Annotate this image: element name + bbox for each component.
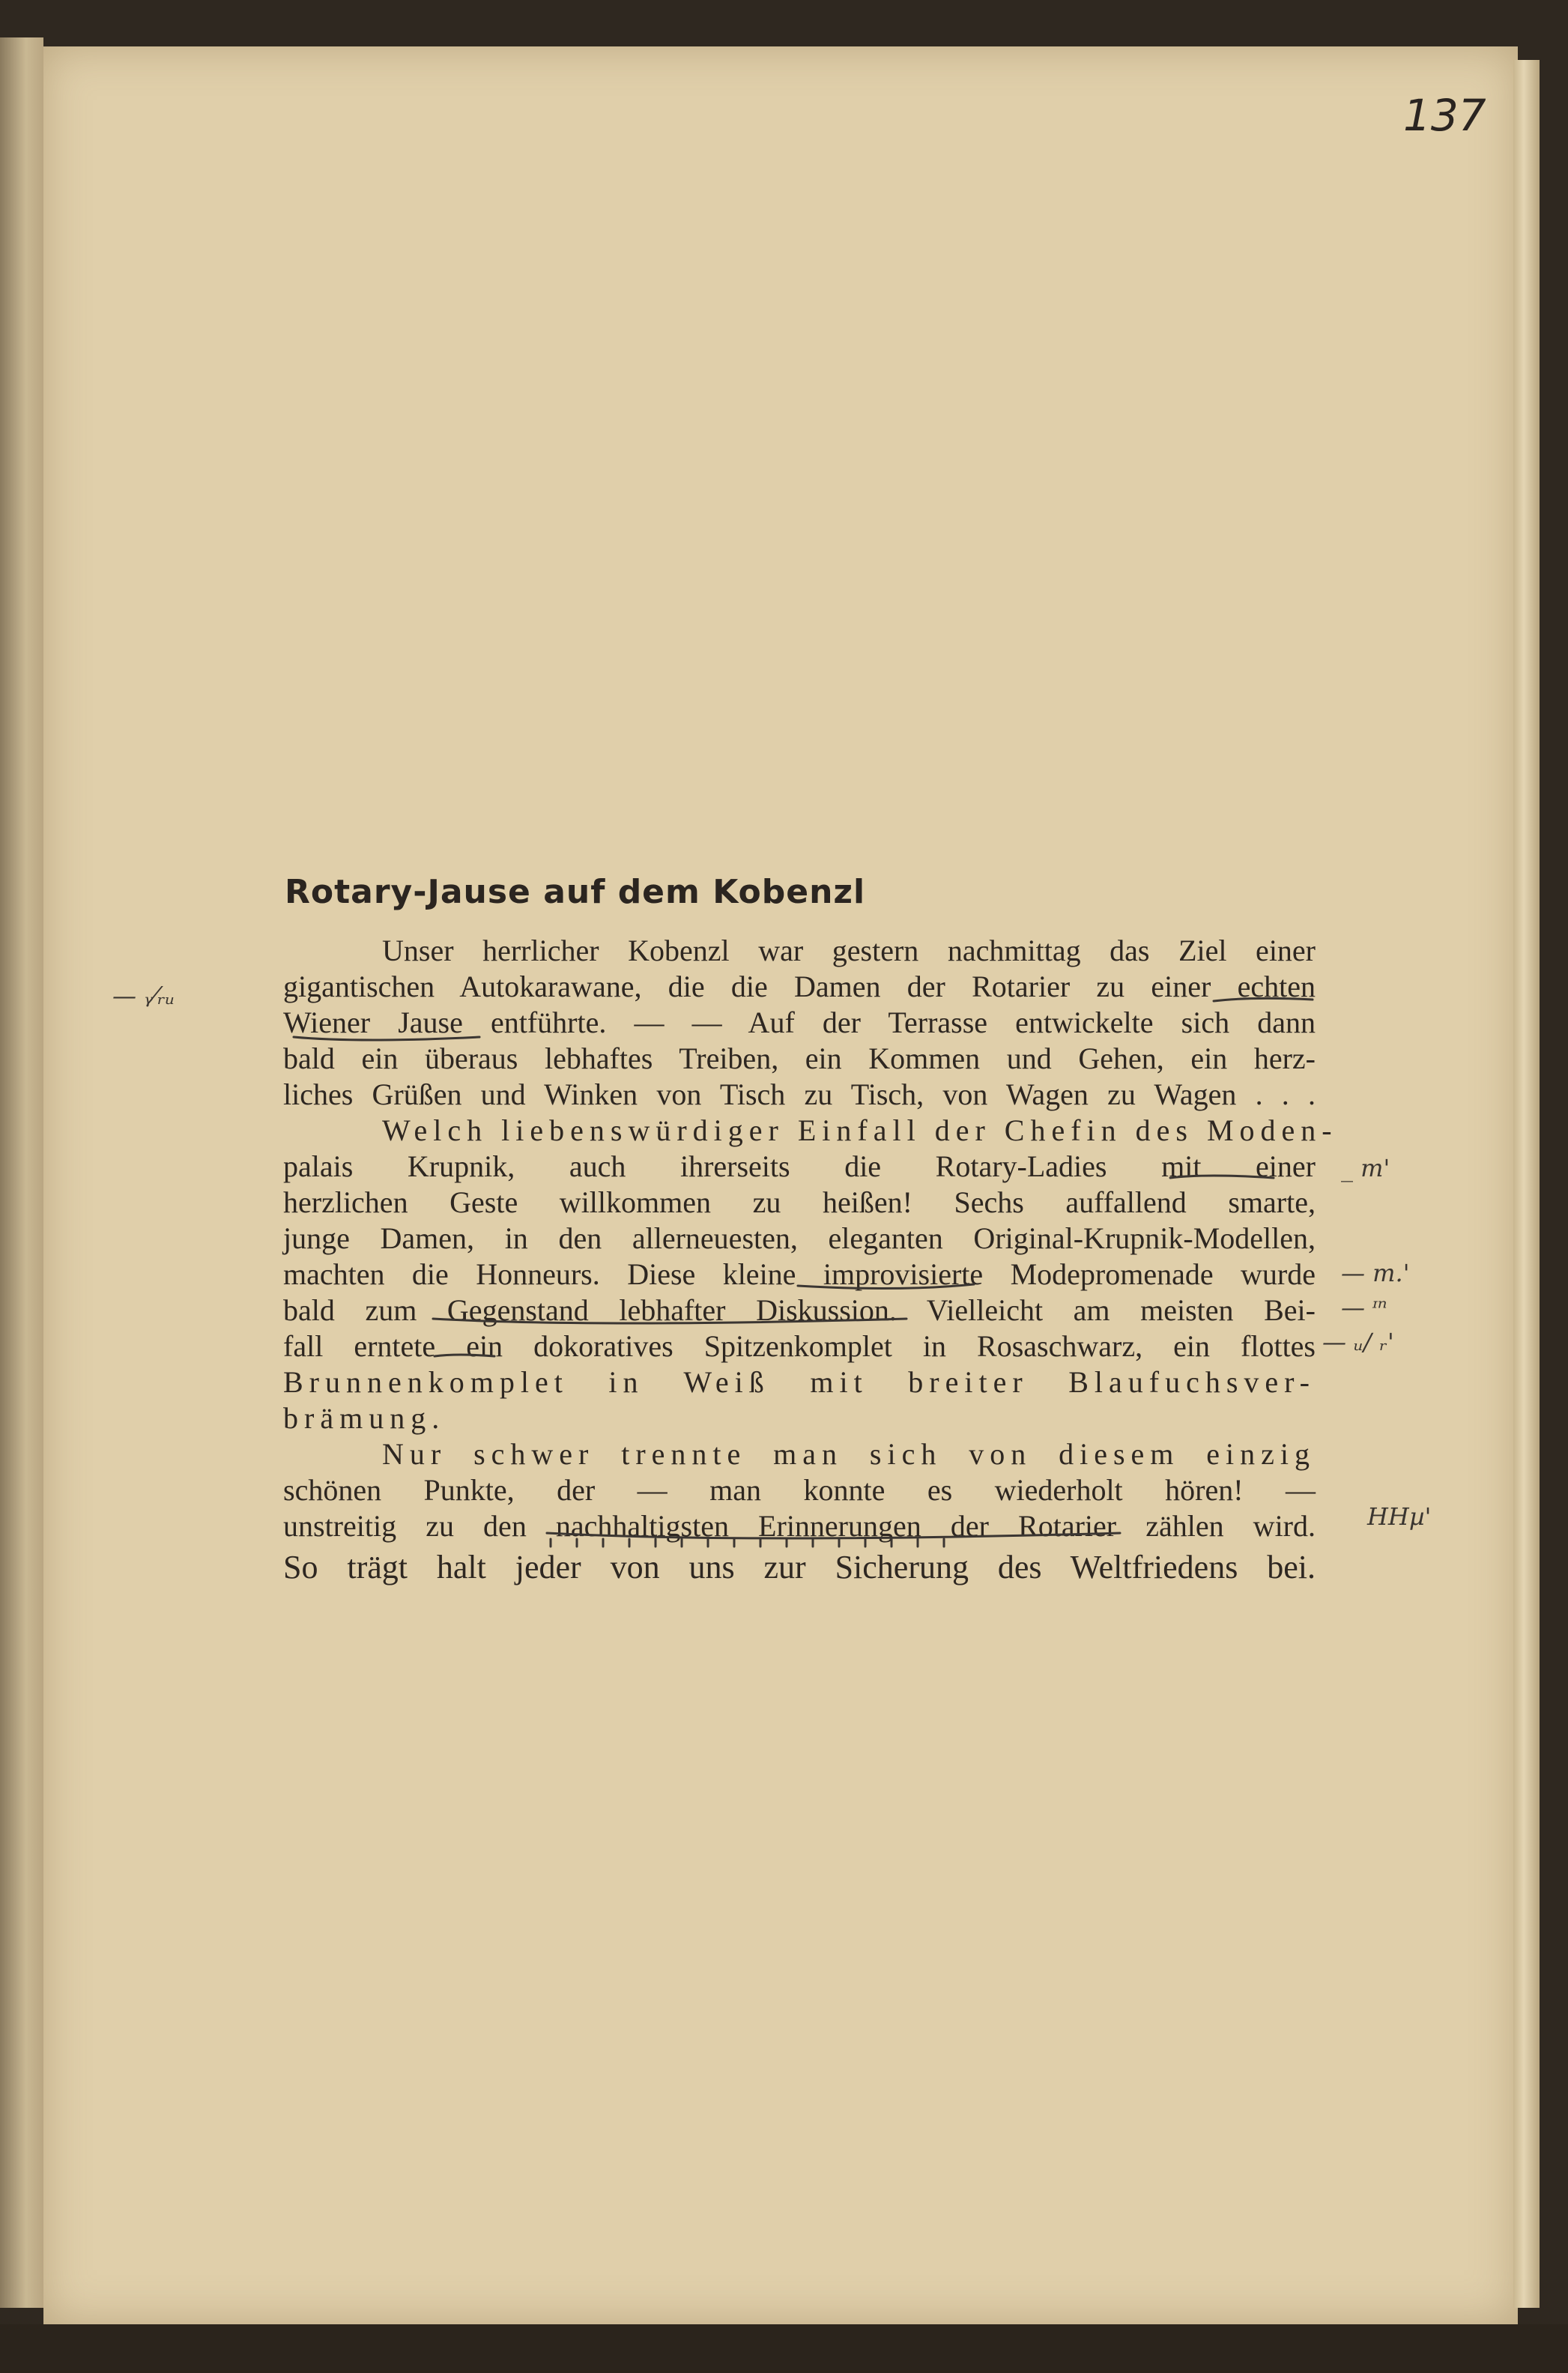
body-line: Welch liebenswürdiger Einfall der Chefin des Moden- — [382, 1113, 1338, 1147]
body-line: unstreitig zu den nachhaltigsten Erinnerungen der Rotarier zählen wird. — [283, 1509, 1316, 1543]
body-line: machten die Honneurs. Diese kleine improvisierte Modepromenade wurde — [283, 1257, 1316, 1291]
margin-note-right: — m.' — [1341, 1259, 1410, 1287]
body-line: palais Krupnik, auch ihrerseits die Rotary-Ladies mit einer — [283, 1149, 1316, 1183]
margin-note-right: — ᶦⁿ — [1341, 1293, 1387, 1322]
margin-note-right: HHµ' — [1367, 1502, 1432, 1531]
previous-page-edge — [0, 37, 43, 2308]
body-line: junge Damen, in den allerneuesten, eleganten Original-Krupnik-Modellen, — [283, 1221, 1316, 1255]
body-line: brämung. — [283, 1401, 446, 1435]
body-line: bald zum Gegenstand lebhafter Diskussion. Vielleicht am meisten Bei- — [283, 1293, 1316, 1327]
body-line: liches Grüßen und Winken von Tisch zu Tisch, von Wagen zu Wagen . . . — [283, 1077, 1316, 1111]
body-line: Wiener Jause entführte. — — Auf der Terrasse entwickelte sich dann — [283, 1006, 1316, 1039]
body-line: Nur schwer trennte man sich von diesem einzig — [382, 1437, 1316, 1471]
page-number: 137 — [1403, 90, 1486, 141]
margin-note-right: — ᵤ/ ᵣ' — [1322, 1328, 1394, 1356]
body-line: schönen Punkte, der — man konnte es wiederholt hören! — — [283, 1473, 1316, 1507]
scan-bottom-border — [0, 2324, 1568, 2373]
body-line: bald ein überaus lebhaftes Treiben, ein Kommen und Gehen, ein herz- — [283, 1042, 1316, 1075]
body-line: fall erntete ein dokoratives Spitzenkomplet in Rosaschwarz, ein flottes — [283, 1329, 1316, 1363]
body-line: gigantischen Autokarawane, die die Damen der Rotarier zu einer echten — [283, 970, 1316, 1003]
closing-line: So trägt halt jeder von uns zur Sicherung des Weltfriedens bei. — [283, 1549, 1316, 1585]
body-line: Unser herrlicher Kobenzl war gestern nachmittag das Ziel einer — [382, 934, 1316, 967]
article-title: Rotary-Jause auf dem Kobenzl — [285, 873, 866, 911]
page-stack-edge — [1513, 60, 1540, 2308]
body-line: Brunnenkomplet in Weiß mit breiter Blaufuchsver- — [283, 1365, 1316, 1399]
margin-note-left: — ᵧ⁄ᵣᵤ — [112, 982, 175, 1010]
margin-note-right: _ m' — [1341, 1154, 1390, 1182]
body-line: herzlichen Geste willkommen zu heißen! Sechs auffallend smarte, — [283, 1185, 1316, 1219]
